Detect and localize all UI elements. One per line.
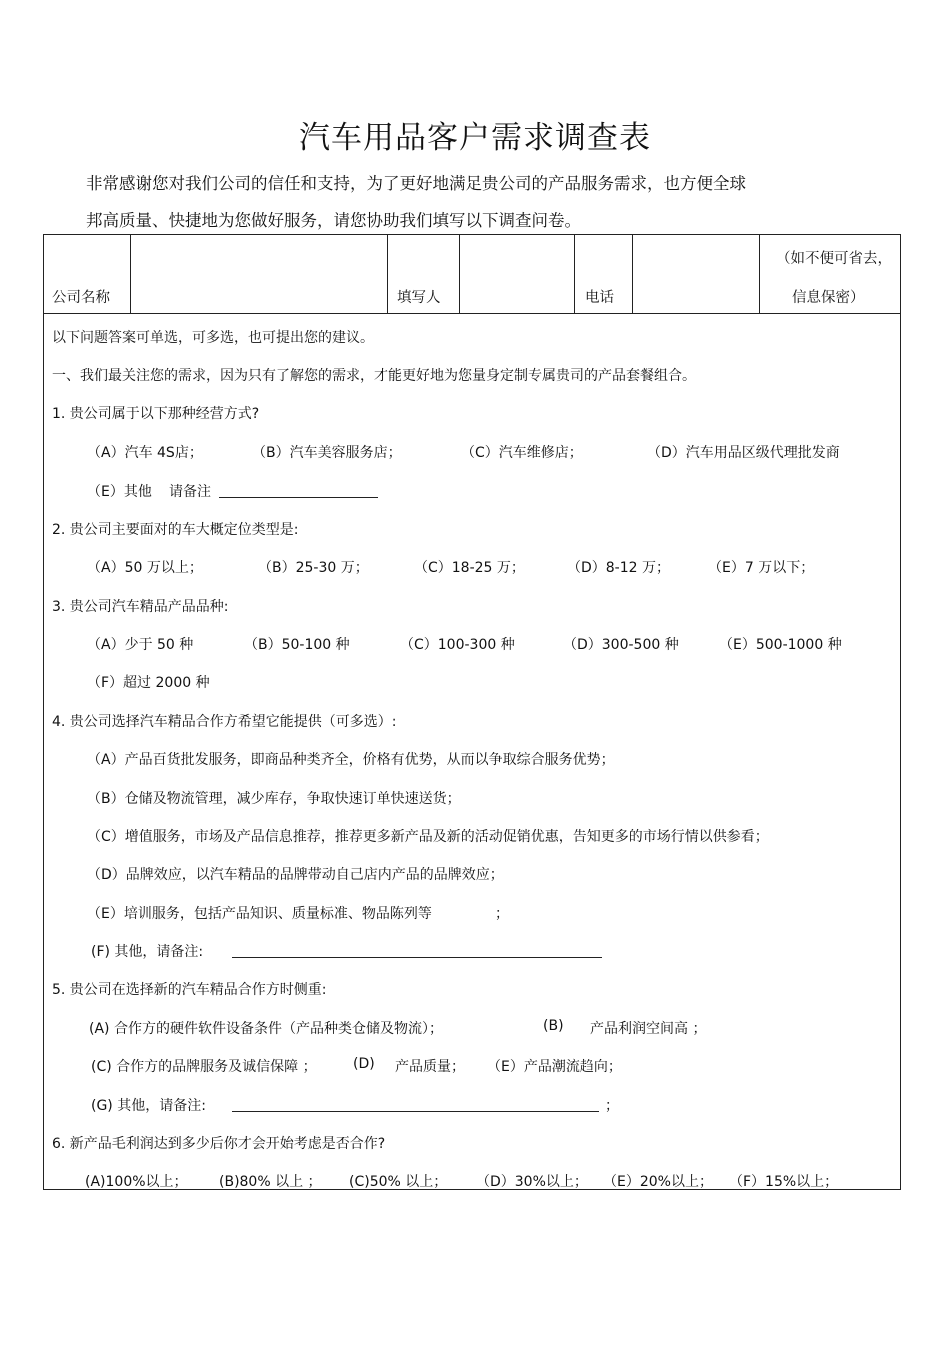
q5-option-d[interactable]: 产品质量； [395,1059,465,1075]
filler-field[interactable] [461,235,573,313]
q6-option-c[interactable]: (C)50% 以上； [349,1174,448,1190]
q4-other-input[interactable] [232,957,602,958]
q2-question: 2. 贵公司主要面对的车大概定位类型是: [52,522,299,538]
q4-option-b[interactable]: （B）仓储及物流管理，减少库存，争取快速订单快速送货； [87,791,461,807]
q6-question: 6. 新产品毛利润达到多少后你才会开始考虑是否合作? [52,1136,386,1152]
q6-option-a[interactable]: (A)100%以上； [85,1174,188,1190]
intro-line-1: 非常感谢您对我们公司的信任和支持，为了更好地满足贵公司的产品服务需求，也方便全球 [86,174,746,193]
q4-question: 4. 贵公司选择汽车精品合作方希望它能提供（可多选）: [52,714,397,730]
q4-option-c[interactable]: （C）增值服务，市场及产品信息推荐，推荐更多新产品及新的活动促销优惠，告知更多的市场行情以供参看； [87,829,769,845]
q1-option-e[interactable]: （E）其他 [87,484,152,500]
q2-option-b[interactable]: （B）25-30 万； [258,560,369,576]
q5-other-input[interactable] [232,1111,599,1112]
form-header-row [44,235,900,314]
q2-option-c[interactable]: （C）18-25 万； [414,560,525,576]
q5-question: 5. 贵公司在选择新的汽车精品合作方时侧重: [52,982,327,998]
divider [387,235,388,313]
q5-option-d-label[interactable]: (D) [353,1056,375,1072]
company-name-label: 公司名称 [52,290,110,306]
q4-option-f[interactable]: (F) 其他，请备注: [91,944,204,960]
q6-option-f[interactable]: （F）15%以上； [729,1174,839,1190]
q1-option-d[interactable]: （D）汽车用品区级代理批发商 [647,445,840,461]
q1-option-a[interactable]: （A）汽车 4S店； [87,445,203,461]
q6-option-e[interactable]: （E）20%以上； [603,1174,713,1190]
privacy-note-line-1: （如不便可省去， [776,251,892,267]
q1-note-input[interactable] [219,497,378,498]
q3-option-b[interactable]: （B）50-100 种 [244,637,350,653]
q4-option-a[interactable]: （A）产品百货批发服务，即商品种类齐全，价格有优势，从而以争取综合服务优势； [87,752,615,768]
q3-option-a[interactable]: （A）少于 50 种 [87,637,194,653]
company-name-field[interactable] [132,235,386,313]
divider [632,235,633,313]
q5-option-g-end: ； [605,1098,619,1114]
divider [130,235,131,313]
q1-option-c[interactable]: （C）汽车维修店； [461,445,583,461]
q4-option-e-end: ； [495,906,509,922]
q2-option-e[interactable]: （E）7 万以下； [708,560,815,576]
q4-option-d[interactable]: （D）品牌效应，以汽车精品的品牌带动自己店内产品的品牌效应； [87,867,504,883]
instruction-text: 以下问题答案可单选，可多选，也可提出您的建议。 [52,330,374,346]
filler-label: 填写人 [397,290,441,306]
q6-option-b[interactable]: (B)80% 以上 ； [219,1174,322,1190]
divider [574,235,575,313]
privacy-note-line-2: 信息保密） [792,290,865,306]
phone-label: 电话 [585,290,614,306]
survey-form [43,234,901,1190]
q5-option-e[interactable]: （E）产品潮流趋向； [487,1059,622,1075]
q1-question: 1. 贵公司属于以下那种经营方式? [52,406,260,422]
q5-option-b[interactable]: 产品利润空间高 ； [590,1021,707,1037]
q3-question: 3. 贵公司汽车精品产品品种: [52,599,229,615]
intro-line-2: 邦高质量、快捷地为您做好服务，请您协助我们填写以下调查问卷。 [86,211,581,230]
q3-option-f[interactable]: （F）超过 2000 种 [87,675,210,691]
q5-option-g[interactable]: (G) 其他，请备注: [91,1098,206,1114]
q4-option-e[interactable]: （E）培训服务，包括产品知识、质量标准、物品陈列等 [87,906,432,922]
q5-option-a[interactable]: (A) 合作方的硬件软件设备条件（产品种类仓储及物流）； [89,1021,443,1037]
q3-option-c[interactable]: （C）100-300 种 [400,637,515,653]
q1-note-label: 请备注 [169,484,211,500]
q1-option-b[interactable]: （B）汽车美容服务店； [252,445,402,461]
q2-option-d[interactable]: （D）8-12 万； [567,560,671,576]
divider [459,235,460,313]
q5-option-b-label[interactable]: (B) [543,1018,564,1034]
page-title: 汽车用品客户需求调查表 [299,120,651,156]
q2-option-a[interactable]: （A）50 万以上； [87,560,203,576]
phone-field[interactable] [634,235,758,313]
q3-option-d[interactable]: （D）300-500 种 [563,637,679,653]
section-1-heading: 一、我们最关注您的需求，因为只有了解您的需求，才能更好地为您量身定制专属贵司的产品套餐组合。 [52,368,696,384]
q6-option-d[interactable]: （D）30%以上； [476,1174,588,1190]
q3-option-e[interactable]: （E）500-1000 种 [719,637,842,653]
divider [759,235,760,313]
q5-option-c[interactable]: (C) 合作方的品牌服务及诚信保障 ； [91,1059,317,1075]
